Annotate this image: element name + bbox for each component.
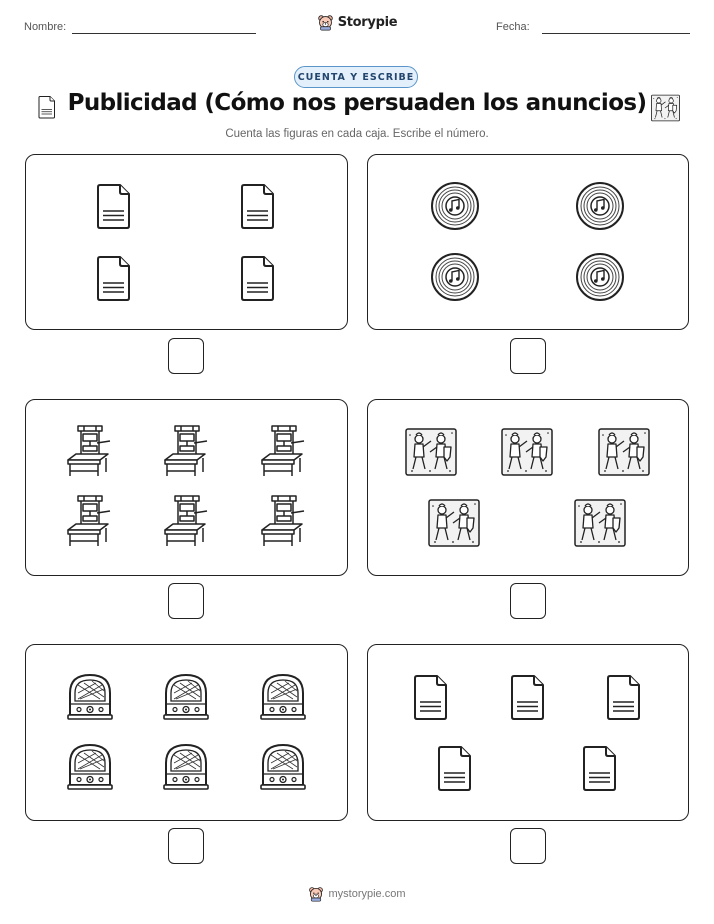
vintage-radio-icon [66, 741, 114, 791]
document-icon [238, 182, 278, 230]
footer-site: mystorypie.com [328, 888, 406, 900]
count-box-2 [367, 154, 689, 330]
document-icon [94, 254, 134, 302]
brand-logo [0, 14, 714, 31]
document-icon [411, 673, 451, 721]
date-field[interactable] [542, 33, 690, 34]
document-title-icon [37, 94, 57, 120]
gladiators-icon [500, 427, 554, 477]
music-record-icon [430, 181, 480, 231]
gladiators-icon [427, 498, 481, 548]
gladiators-icon [404, 427, 458, 477]
document-icon [604, 673, 644, 721]
printing-press-icon [161, 424, 211, 480]
vintage-radio-icon [66, 671, 114, 721]
printing-press-icon [64, 424, 114, 480]
document-icon [580, 744, 620, 792]
gladiators-title-icon [650, 94, 681, 122]
count-box-6 [367, 644, 689, 821]
gladiators-icon [573, 498, 627, 548]
vintage-radio-icon [259, 671, 307, 721]
name-field[interactable] [72, 33, 256, 34]
answer-box-6[interactable] [510, 828, 546, 864]
printing-press-icon [161, 494, 211, 550]
bear-mascot-icon [308, 886, 324, 902]
document-icon [238, 254, 278, 302]
brand-name: Storypie [337, 15, 398, 30]
answer-box-5[interactable] [168, 828, 204, 864]
date-label: Fecha: [496, 21, 530, 33]
vintage-radio-icon [162, 671, 210, 721]
printing-press-icon [258, 494, 308, 550]
document-icon [508, 673, 548, 721]
answer-box-3[interactable] [168, 583, 204, 619]
vintage-radio-icon [259, 741, 307, 791]
answer-box-2[interactable] [510, 338, 546, 374]
answer-box-4[interactable] [510, 583, 546, 619]
footer [0, 886, 714, 902]
document-icon [435, 744, 475, 792]
answer-box-1[interactable] [168, 338, 204, 374]
instructions: Cuenta las figuras en cada caja. Escribe el número. [225, 128, 489, 140]
music-record-icon [575, 181, 625, 231]
name-label: Nombre: [24, 21, 67, 33]
bear-mascot-icon [317, 14, 334, 31]
music-record-icon [575, 252, 625, 302]
page-title: Publicidad (Cómo nos persuaden los anuncios) [67, 90, 647, 116]
printing-press-icon [64, 494, 114, 550]
count-box-4 [367, 399, 689, 576]
count-box-1 [25, 154, 348, 330]
music-record-icon [430, 252, 480, 302]
activity-badge: CUENTA Y ESCRIBE [294, 66, 418, 88]
printing-press-icon [258, 424, 308, 480]
gladiators-icon [597, 427, 651, 477]
document-icon [94, 182, 134, 230]
vintage-radio-icon [162, 741, 210, 791]
